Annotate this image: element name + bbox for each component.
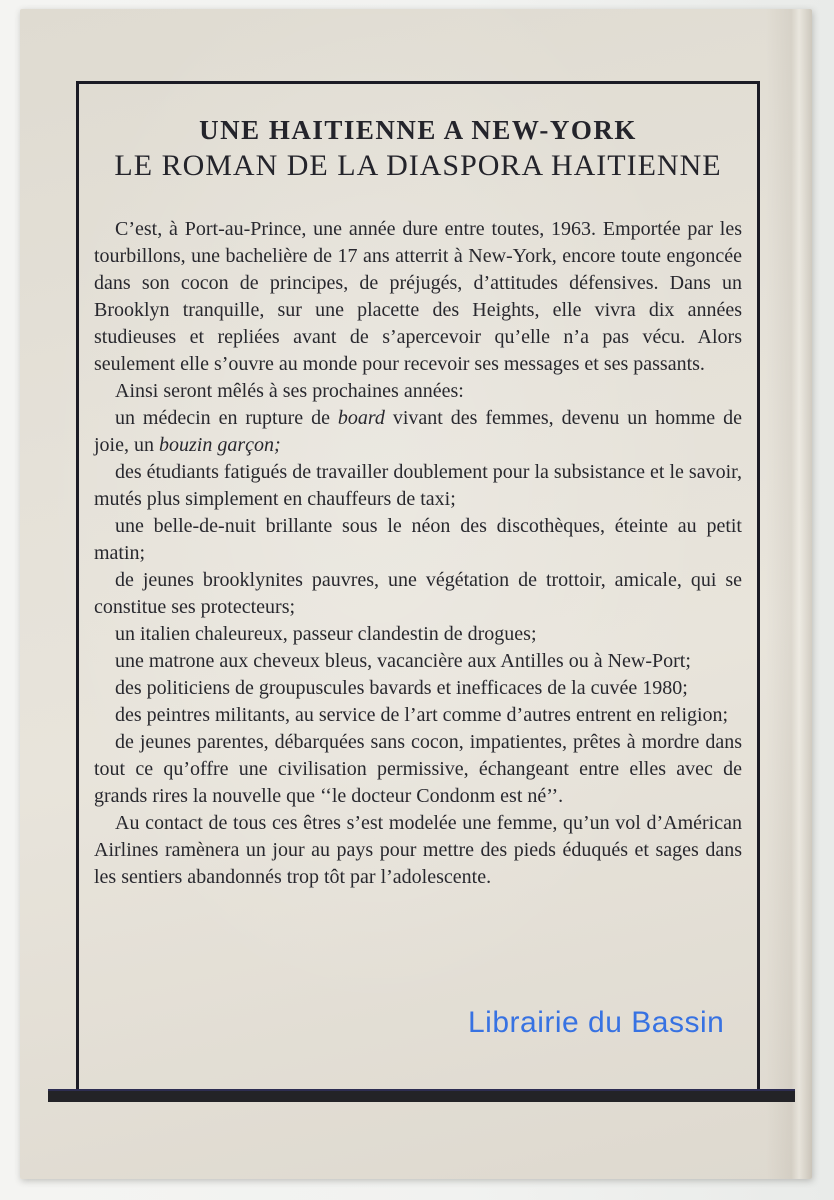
paragraph: des politiciens de groupuscules bavards et inefficaces de la cuvée 1980; [115, 677, 688, 699]
book-subtitle: LE ROMAN DE LA DIASPORA HAITIENNE [114, 149, 722, 182]
blurb-text [79, 216, 757, 891]
paper-crease [766, 9, 812, 1179]
paragraph: des étudiants fatigués de travailler doublement pour la subsistance et le savoir, mutés plus simplement en chauffeurs de taxi; [94, 461, 742, 510]
paragraph: C’est, à Port-au-Prince, une année dure entre toutes, 1963. Emportée par les tourbillons, une bachelière de 17 ans atterrit à New-York, encore toute engoncée dans son cocon de principes, de préjugés, d’attitudes défensives. Dans un Brooklyn tranquille, sur une placette des Heights, elle vivra dix années studieuses et repliées avant de s’apercevoir qu’elle n’a pas vécu. Alors seulement elle s’ouvre au monde pour recevoir ses messages et ses passants. [94, 218, 742, 375]
title-block [79, 115, 757, 183]
paragraph: une matrone aux cheveux bleus, vacancière aux Antilles ou à New-Port; [115, 650, 691, 672]
paragraph: Ainsi seront mêlés à ses prochaines années: [115, 380, 464, 402]
paragraph: des peintres militants, au service de l’art comme d’autres entrent en religion; [115, 704, 729, 726]
book-title: UNE HAITIENNE A NEW-YORK [199, 115, 637, 145]
paragraph: Au contact de tous ces êtres s’est modelée une femme, qu’un vol d’Américan Airlines ramènera un jour au pays pour mettre des pieds éduqués et sages dans les sentiers abandonnés trop tôt par l’adolescente. [94, 812, 742, 888]
book-back-cover [20, 9, 812, 1179]
bookseller-watermark: Librairie du Bassin [468, 1006, 725, 1039]
border-frame [76, 81, 760, 1089]
paragraph: de jeunes brooklynites pauvres, une végétation de trottoir, amicale, qui se constitue ses protecteurs; [94, 569, 742, 618]
paragraph: une belle-de-nuit brillante sous le néon des discothèques, éteinte au petit matin; [94, 515, 742, 564]
bottom-rule [48, 1089, 795, 1102]
paragraph: un médecin en rupture de board vivant des femmes, devenu un homme de joie, un bouzin garçon; [94, 407, 742, 456]
paragraph: un italien chaleureux, passeur clandestin de drogues; [115, 623, 537, 645]
paragraph: de jeunes parentes, débarquées sans cocon, impatientes, prêtes à mordre dans tout ce qu’offre une civilisation permissive, échangeant entre elles avec de grands rires la nouvelle que ‘‘le docteur Condonm est né’’. [94, 731, 742, 807]
